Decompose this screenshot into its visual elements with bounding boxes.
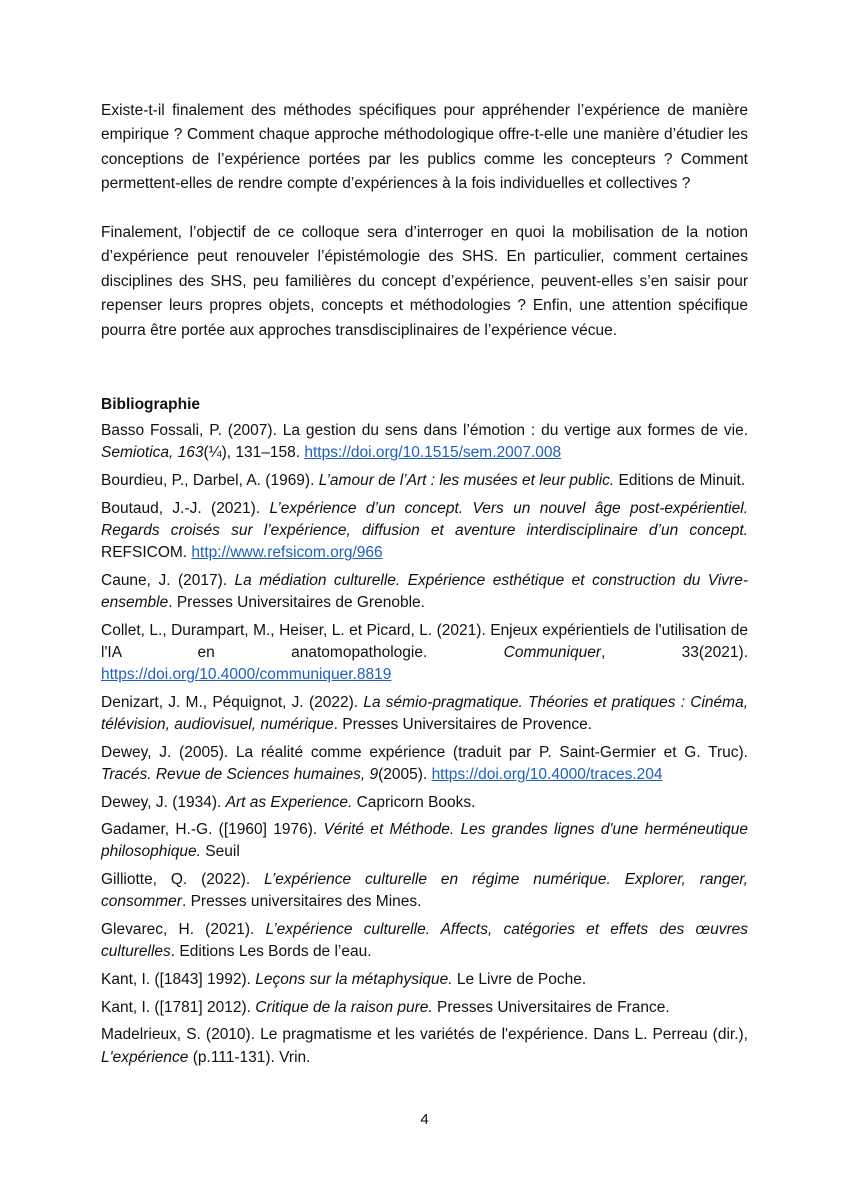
doi-link[interactable]: https://doi.org/10.1515/sem.2007.008 — [304, 444, 562, 462]
entry-italic-title: L’expérience culturelle. Affects, catégories et effets des œuvres culturelles — [101, 921, 749, 961]
bibliography-list — [101, 420, 748, 1074]
entry-text: Gadamer, H.-G. ([1960] 1976). — [101, 821, 324, 839]
entry-text: Caune, J. (2017). — [101, 571, 235, 589]
entry-text: Collet, L., Durampart, M., Heiser, L. et Picard, L. (2021). Enjeux expérientiels de l'utilisation de l'IA en anatomopathologie. — [101, 621, 748, 661]
entry-text: Editions de Minuit. — [614, 471, 746, 489]
bibliography-entry — [101, 420, 748, 464]
bibliography-entry — [101, 470, 748, 492]
entry-text: Madelrieux, S. (2010). Le pragmatisme et les variétés de l'expérience. Dans L. Perreau (dir.), — [101, 1026, 748, 1044]
entry-italic-title: L'expérience — [101, 1048, 189, 1066]
bibliography-entry — [101, 620, 748, 687]
entry-text: Capricorn Books. — [352, 793, 476, 811]
web-link[interactable]: http://www.refsicom.org/966 — [191, 544, 383, 562]
bibliography-heading: Bibliographie — [101, 396, 201, 413]
body-paragraph-methods: Existe-t-il finalement des méthodes spécifiques pour appréhender l’expérience de manière empirique ? Comment chaque approche méthodologique offre-t-elle une manière d’étudier les conceptions de l’expérience portées par les publics comme les concepteurs ? Comment permettent-elles de rendre compte d’expériences à la fois individuelles et collectives ? — [101, 102, 748, 193]
bibliography-entry — [101, 498, 748, 565]
entry-text: Dewey, J. (1934). — [101, 793, 226, 811]
entry-text: REFSICOM. — [101, 544, 192, 562]
entry-text: . Presses universitaires des Mines. — [181, 893, 422, 911]
entry-italic-title: Critique de la raison pure. — [255, 998, 433, 1016]
entry-text: Bourdieu, P., Darbel, A. (1969). — [101, 471, 319, 489]
entry-text: Kant, I. ([1781] 2012). — [101, 998, 256, 1016]
page-number: 4 — [420, 1111, 429, 1128]
entry-italic-title: Vérité et Méthode. Les grandes lignes d'une herméneutique philosophique. — [101, 821, 748, 861]
entry-text: Glevarec, H. (2021). — [101, 921, 266, 939]
doi-link[interactable]: https://doi.org/10.4000/communiquer.8819 — [101, 666, 392, 684]
bibliography-entry — [101, 869, 748, 913]
entry-text: Dewey, J. (2005). La réalité comme expérience (traduit par P. Saint-Germier et G. Truc). — [101, 743, 748, 761]
entry-italic-title: La sémio-pragmatique. Théories et pratiques : Cinéma, télévision, audiovisuel, numérique — [101, 693, 748, 733]
entry-italic-title: Semiotica, 163 — [101, 444, 204, 462]
bibliography-entry — [101, 969, 748, 991]
entry-text: Presses Universitaires de France. — [432, 998, 670, 1016]
bibliography-entry — [101, 1024, 748, 1068]
entry-italic-title: L’amour de l’Art : les musées et leur public. — [318, 471, 615, 489]
bibliography-entry — [101, 742, 748, 786]
entry-text: Kant, I. ([1843] 1992). — [101, 970, 256, 988]
entry-italic-title: Art as Experience. — [225, 793, 353, 811]
bibliography-entry — [101, 570, 748, 614]
entry-text: , 33(2021). — [601, 643, 749, 661]
entry-text: Le Livre de Poche. — [452, 970, 587, 988]
entry-text: Gilliotte, Q. (2022). — [101, 871, 265, 889]
entry-italic-title: L’expérience culturelle en régime numérique. Explorer, ranger, consommer — [101, 871, 748, 911]
entry-text: . Presses Universitaires de Provence. — [333, 715, 593, 733]
entry-text: Boutaud, J.-J. (2021). — [101, 499, 270, 517]
bibliography-entry — [101, 792, 748, 814]
entry-italic-title: La médiation culturelle. Expérience esthétique et construction du Vivre-ensemble — [101, 571, 748, 611]
entry-italic-title: L’expérience d’un concept. Vers un nouvel âge post-expérientiel. Regards croisés sur l’expérience, diffusion et aventure interdisciplinaire d’un concept. — [101, 499, 748, 539]
bibliography-entry — [101, 819, 748, 863]
entry-italic-title: Leçons sur la métaphysique. — [255, 970, 453, 988]
body-paragraph-objective: Finalement, l’objectif de ce colloque sera d’interroger en quoi la mobilisation de la notion d’expérience peut renouveler l’épistémologie des SHS. En particulier, comment certaines disciplines des SHS, peu familières du concept d’expérience, peuvent-elles s’en saisir pour repenser leurs propres objets, concepts et méthodologies ? Enfin, une attention spécifique pourra être portée aux approches transdisciplinaires de l’expérience vécue. — [101, 224, 748, 339]
bibliography-entry — [101, 997, 748, 1019]
bibliography-entry — [101, 692, 748, 736]
entry-text: . Editions Les Bords de l’eau. — [170, 943, 372, 961]
entry-text: Basso Fossali, P. (2007). La gestion du sens dans l’émotion : du vertige aux formes de vie. — [101, 422, 748, 439]
entry-text: (¼), 131–158. — [203, 444, 305, 462]
entry-text: (p.111-131). Vrin. — [188, 1048, 311, 1066]
entry-italic-title: Communiquer — [503, 643, 601, 661]
doi-link[interactable]: https://doi.org/10.4000/traces.204 — [431, 765, 663, 783]
entry-text: . Presses Universitaires de Grenoble. — [168, 593, 425, 611]
entry-italic-title: Tracés. Revue de Sciences humaines, 9 — [101, 765, 379, 783]
entry-text: Seuil — [200, 843, 240, 861]
entry-text: Denizart, J. M., Péquignot, J. (2022). — [101, 693, 364, 711]
entry-text: (2005). — [378, 765, 432, 783]
bibliography-entry — [101, 919, 748, 963]
